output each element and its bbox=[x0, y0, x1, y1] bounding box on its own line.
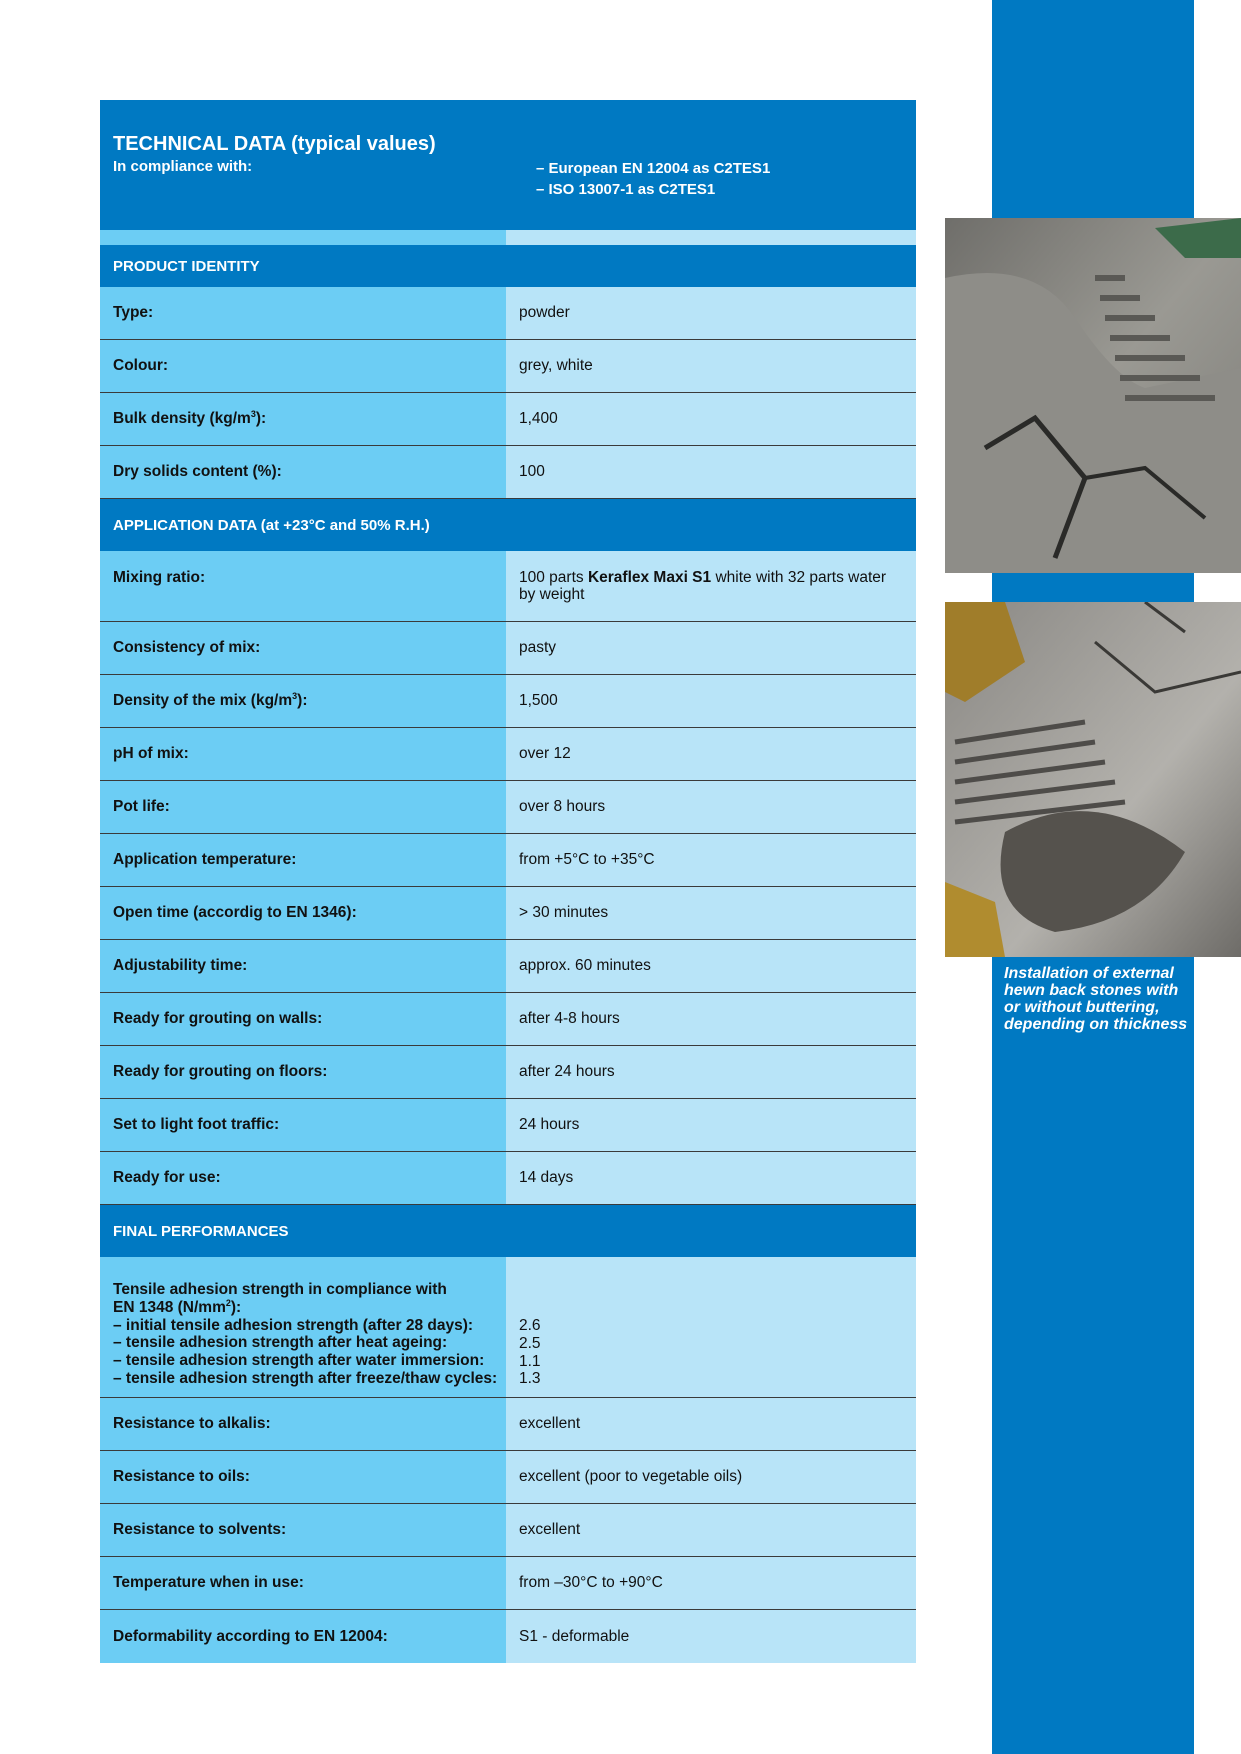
row-label: Type: bbox=[100, 287, 506, 339]
compliance-item: – European EN 12004 as C2TES1 bbox=[536, 160, 771, 177]
row-label: Resistance to alkalis: bbox=[100, 1398, 506, 1450]
spacer-row bbox=[100, 230, 916, 245]
table-row bbox=[100, 1610, 916, 1663]
row-label: Dry solids content (%): bbox=[100, 446, 506, 498]
row-label: Application temperature: bbox=[100, 834, 506, 886]
table-row bbox=[100, 993, 916, 1046]
table-row bbox=[100, 393, 916, 446]
row-label: Deformability according to EN 12004: bbox=[100, 1610, 506, 1663]
table-row bbox=[100, 1557, 916, 1610]
row-value: from +5°C to +35°C bbox=[506, 834, 916, 886]
row-label: Colour: bbox=[100, 340, 506, 392]
table-row bbox=[100, 446, 916, 499]
row-label: Open time (accordig to EN 1346): bbox=[100, 887, 506, 939]
table-row bbox=[100, 1046, 916, 1099]
photo-stone-installation-1 bbox=[945, 218, 1241, 573]
table-header bbox=[100, 100, 916, 230]
row-value: 1,500 bbox=[506, 675, 916, 727]
table-row bbox=[100, 781, 916, 834]
row-value: over 8 hours bbox=[506, 781, 916, 833]
compliance-list bbox=[536, 158, 770, 200]
technical-data-table bbox=[100, 100, 916, 1663]
row-label: pH of mix: bbox=[100, 728, 506, 780]
row-value: 2.6 2.5 1.1 1.3 bbox=[506, 1257, 916, 1397]
row-value: excellent bbox=[506, 1504, 916, 1556]
row-value: > 30 minutes bbox=[506, 887, 916, 939]
row-label: Bulk density $(kg/m^3)$: bbox=[100, 393, 506, 445]
row-value: 14 days bbox=[506, 1152, 916, 1204]
table-row bbox=[100, 287, 916, 340]
row-value: 100 bbox=[506, 446, 916, 498]
table-row bbox=[100, 1398, 916, 1451]
table-row-mixing-ratio bbox=[100, 551, 916, 622]
row-value: after 24 hours bbox=[506, 1046, 916, 1098]
row-value: approx. 60 minutes bbox=[506, 940, 916, 992]
row-value: excellent bbox=[506, 1398, 916, 1450]
table-row bbox=[100, 1099, 916, 1152]
row-value: 24 hours bbox=[506, 1099, 916, 1151]
table-row bbox=[100, 940, 916, 993]
section-application-data: APPLICATION DATA (at +23°C and 50% R.H.) bbox=[100, 499, 916, 551]
product-name: Keraflex Maxi S1 bbox=[587, 569, 712, 586]
row-label: Temperature when in use: bbox=[100, 1557, 506, 1609]
table-row bbox=[100, 1504, 916, 1557]
row-value: 1,400 bbox=[506, 393, 916, 445]
table-row bbox=[100, 1451, 916, 1504]
row-value: S1 - deformable bbox=[506, 1610, 916, 1663]
section-final-performances: FINAL PERFORMANCES bbox=[100, 1205, 916, 1257]
row-label: Pot life: bbox=[100, 781, 506, 833]
table-row bbox=[100, 622, 916, 675]
row-label: Ready for use: bbox=[100, 1152, 506, 1204]
row-value: over 12 bbox=[506, 728, 916, 780]
row-label: Resistance to oils: bbox=[100, 1451, 506, 1503]
row-label: Set to light foot traffic: bbox=[100, 1099, 506, 1151]
section-product-identity: PRODUCT IDENTITY bbox=[100, 245, 916, 287]
row-label: Density of the mix $(kg/m^3)$: bbox=[100, 675, 506, 727]
table-row bbox=[100, 340, 916, 393]
row-value: powder bbox=[506, 287, 916, 339]
row-label: Tensile adhesion strength in compliance with EN 1348 $(N/mm^2)$: – initial tensile adhesion strength (after 28 days): – tensile adhesion strength after heat ageing: – tensile adhesion strength after water immersion: – tensile adhesion strength after freeze/thaw cycles: bbox=[100, 1257, 506, 1397]
table-row bbox=[100, 675, 916, 728]
table-row-tensile-adhesion bbox=[100, 1257, 916, 1398]
row-value: from –30°C to +90°C bbox=[506, 1557, 916, 1609]
row-value: excellent (poor to vegetable oils) bbox=[506, 1451, 916, 1503]
photo-caption: Installation of external hewn back stones with or without buttering, depending on thickness bbox=[1004, 965, 1188, 1033]
compliance-label: In compliance with: bbox=[113, 158, 253, 175]
table-title: TECHNICAL DATA (typical values) bbox=[113, 133, 436, 155]
photo-stone-installation-2 bbox=[945, 602, 1241, 957]
row-value: after 4-8 hours bbox=[506, 993, 916, 1045]
row-value: grey, white bbox=[506, 340, 916, 392]
table-row bbox=[100, 834, 916, 887]
row-label: Consistency of mix: bbox=[100, 622, 506, 674]
compliance-item: – ISO 13007-1 as C2TES1 bbox=[536, 181, 716, 198]
table-row bbox=[100, 1152, 916, 1205]
table-row bbox=[100, 728, 916, 781]
row-label: Ready for grouting on floors: bbox=[100, 1046, 506, 1098]
row-label: Resistance to solvents: bbox=[100, 1504, 506, 1556]
row-label: Mixing ratio: bbox=[100, 551, 506, 621]
row-label: Adjustability time: bbox=[100, 940, 506, 992]
row-value: 100 parts Keraflex Maxi S1 white with 32 parts water by weight bbox=[506, 551, 916, 621]
row-label: Ready for grouting on walls: bbox=[100, 993, 506, 1045]
table-row bbox=[100, 887, 916, 940]
row-value: pasty bbox=[506, 622, 916, 674]
